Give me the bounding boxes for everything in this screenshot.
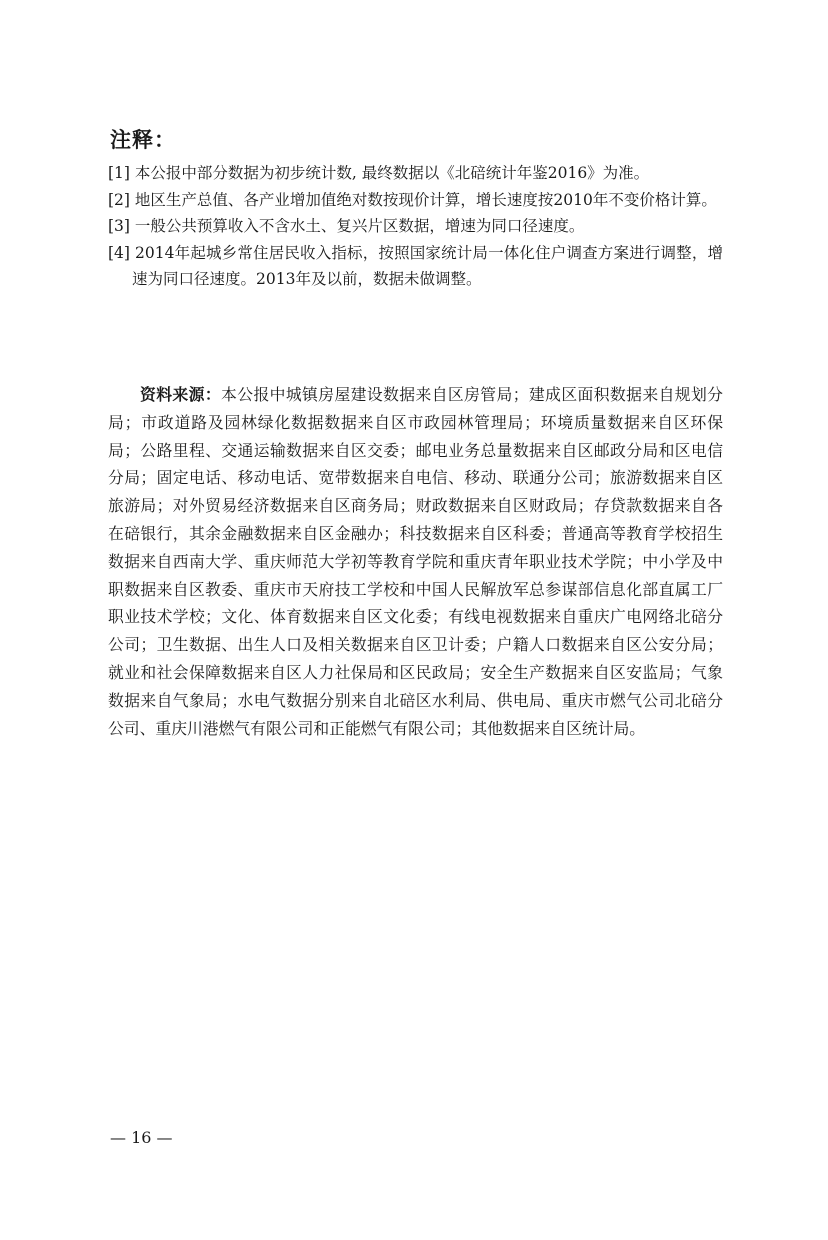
data-source-text: 本公报中城镇房屋建设数据来自区房管局；建成区面积数据来自规划分局；市政道路及园林绿化数据数据来自区市政园林管理局；环境质量数据来自区环保局；公路里程、交通运输数据来自区交委；邮电业务总量数据来自区邮政分局和区电信分局；固定电话、移动电话、宽带数据来自电信、移动、联通分公司；旅游数据来自区旅游局；对外贸易经济数据来自区商务局；财政数据来自区财政局；存贷款数据来自各在碚银行，其余金融数据来自区金融办；科技数据来自区科委；普通高等教育学校招生数据来自西南大学、重庆师范大学初等教育学院和重庆青年职业技术学院；中小学及中职数据来自区教委、重庆市天府技工学校和中国人民解放军总参谋部信息化部直属工厂职业技术学校；文化、体育数据来自区文化委；有线电视数据来自重庆广电网络北碚分公司；卫生数据、出生人口及相关数据来自区卫计委；户籍人口数据来自区公安分局；就业和社会保障数据来自区人力社保局和区民政局；安全生产数据来自区安监局；气象数据来自气象局；水电气数据分别来自北碚区水利局、供电局、重庆市燃气公司北碚分公司、重庆川港燃气有限公司和正能燃气有限公司；其他数据来自区统计局。: [108, 385, 723, 738]
note-item-1: [1] 本公报中部分数据为初步统计数, 最终数据以《北碚统计年鉴2016》为准。: [108, 164, 650, 182]
note-item-4: [4] 2014年起城乡常住居民收入指标，按照国家统计局一体化住户调查方案进行调整，增速为同口径速度。2013年及以前，数据未做调整。: [108, 243, 723, 288]
note-item-2: [2] 地区生产总值、各产业增加值绝对数按现价计算，增长速度按2010年不变价格计算。: [108, 190, 717, 209]
notes-list: [108, 160, 723, 293]
data-source-paragraph: [108, 381, 723, 742]
notes-title: 注释：: [110, 128, 176, 152]
data-source-label: 资料来源：: [140, 385, 222, 404]
note-item-3: [3] 一般公共预算收入不含水土、复兴片区数据，增速为同口径速度。: [108, 217, 585, 235]
page-number: — 16 —: [110, 1128, 173, 1147]
